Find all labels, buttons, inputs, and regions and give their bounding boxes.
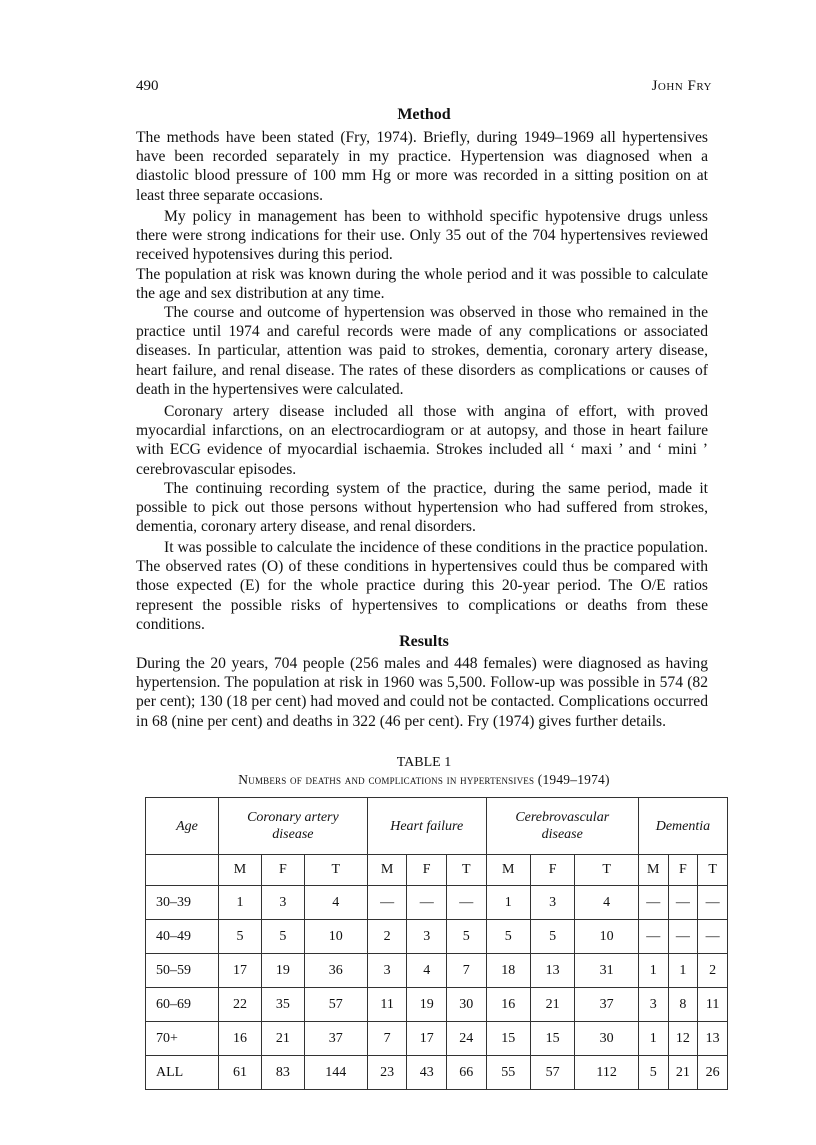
method-paragraph-1: The methods have been stated (Fry, 1974). Briefly, during 1949–1969 all hypertensives have been recorded separately in my practice. Hypertension was diagnosed when a diastolic blood pressure of 100 mm Hg or more was recorded in a sitting position on at least three separate occasions. xyxy=(136,129,708,204)
group-header-line: Coronary artery xyxy=(247,810,339,825)
table-body xyxy=(146,886,728,1090)
table-row xyxy=(146,988,728,1022)
method-paragraph-5: Coronary artery disease included all those with angina of effort, with proved myocardial infarctions, on an electrocardiogram or at autopsy, and those in heart failure with ECG evidence of myocardial ischaemia. Strokes included all ‘ maxi ’ and ‘ mini ’ cerebrovascular episodes. xyxy=(136,403,708,478)
table-cell: 61 xyxy=(219,1056,262,1090)
subheader-m: M xyxy=(367,855,407,886)
method-heading: Method xyxy=(397,106,451,123)
table-cell: 13 xyxy=(530,954,574,988)
age-cell: 70+ xyxy=(146,1022,219,1056)
running-header xyxy=(136,78,712,98)
table-cell: 5 xyxy=(530,920,574,954)
table-cell: 5 xyxy=(486,920,530,954)
results-paragraph: During the 20 years, 704 people (256 males and 448 females) were diagnosed as having hypertension. The population at risk in 1960 was 5,500. Follow-up was possible in 574 (82 per cent); 130 (18 per cent) had moved and could not be contacted. Complications occurred in 68 (nine per cent) and deaths in 322 (46 per cent). Fry (1974) gives further details. xyxy=(136,655,708,730)
table-row xyxy=(146,1056,728,1090)
table-cell: 3 xyxy=(638,988,668,1022)
table-cell: 3 xyxy=(261,886,304,920)
table-cell: 37 xyxy=(575,988,639,1022)
table-cell: 19 xyxy=(407,988,447,1022)
table-subheader-row xyxy=(146,855,728,886)
table-cell: 4 xyxy=(407,954,447,988)
table-cell: 4 xyxy=(304,886,367,920)
table-cell: 15 xyxy=(530,1022,574,1056)
group-header-line: disease xyxy=(272,827,314,842)
table-cell: 3 xyxy=(407,920,447,954)
group-header-line: disease xyxy=(541,827,583,842)
table-cell: 30 xyxy=(446,988,486,1022)
group-header-dementia xyxy=(638,798,727,855)
group-header-heart-failure xyxy=(367,798,486,855)
subheader-m: M xyxy=(486,855,530,886)
subheader-f: F xyxy=(261,855,304,886)
table-cell: 21 xyxy=(261,1022,304,1056)
table-cell: 3 xyxy=(367,954,407,988)
table-cell: 19 xyxy=(261,954,304,988)
table-cell: 8 xyxy=(668,988,698,1022)
table-cell: 35 xyxy=(261,988,304,1022)
table-cell: 1 xyxy=(638,1022,668,1056)
table-cell: 16 xyxy=(486,988,530,1022)
group-header-line: Dementia xyxy=(655,818,711,834)
group-header-line: Cerebrovascular xyxy=(515,810,610,825)
table-cell: 3 xyxy=(530,886,574,920)
group-header-cerebrovascular xyxy=(486,798,638,855)
subheader-m: M xyxy=(638,855,668,886)
table-cell: 83 xyxy=(261,1056,304,1090)
age-cell: ALL xyxy=(146,1056,219,1090)
table-cell: 17 xyxy=(407,1022,447,1056)
table-cell: 37 xyxy=(304,1022,367,1056)
subheader-t: T xyxy=(575,855,639,886)
table-cell: 11 xyxy=(698,988,728,1022)
table-cell: 2 xyxy=(698,954,728,988)
table-cell: 55 xyxy=(486,1056,530,1090)
age-cell: 40–49 xyxy=(146,920,219,954)
method-paragraph-3: The population at risk was known during the whole period and it was possible to calculate the age and sex distribution at any time. xyxy=(136,266,708,303)
table-cell: — xyxy=(698,920,728,954)
subheader-t: T xyxy=(698,855,728,886)
table-cell: 1 xyxy=(668,954,698,988)
table-cell: 5 xyxy=(261,920,304,954)
group-header-coronary xyxy=(219,798,368,855)
table-cell: — xyxy=(668,920,698,954)
subheader-t: T xyxy=(446,855,486,886)
subheader-m: M xyxy=(219,855,262,886)
table-group-header-row xyxy=(146,798,728,855)
table-cell: — xyxy=(638,886,668,920)
age-cell: 50–59 xyxy=(146,954,219,988)
running-author: John Fry xyxy=(651,78,712,94)
table-cell: 24 xyxy=(446,1022,486,1056)
table-cell: 30 xyxy=(575,1022,639,1056)
table-cell: 18 xyxy=(486,954,530,988)
table-cell: 5 xyxy=(638,1056,668,1090)
table-cell: 10 xyxy=(304,920,367,954)
table-cell: 15 xyxy=(486,1022,530,1056)
table-cell: 144 xyxy=(304,1056,367,1090)
table-cell: 26 xyxy=(698,1056,728,1090)
subheader-f: F xyxy=(407,855,447,886)
table-cell: 1 xyxy=(638,954,668,988)
table-cell: — xyxy=(407,886,447,920)
table-row xyxy=(146,954,728,988)
table-cell: 16 xyxy=(219,1022,262,1056)
age-cell: 30–39 xyxy=(146,886,219,920)
table-cell: — xyxy=(668,886,698,920)
table-cell: 57 xyxy=(304,988,367,1022)
age-header: Age xyxy=(146,798,219,855)
table-cell: — xyxy=(367,886,407,920)
table-row xyxy=(146,886,728,920)
age-subheader-empty xyxy=(146,855,219,886)
method-paragraph-4: The course and outcome of hypertension was observed in those who remained in the practice until 1974 and careful records were made of any complications or associated diseases. In particular, attention was paid to strokes, dementia, coronary artery disease, heart failure, and renal disease. The rates of these disorders as complications or causes of death in the hypertensives were calculated. xyxy=(136,304,708,398)
results-heading: Results xyxy=(399,633,449,650)
table-cell: 21 xyxy=(668,1056,698,1090)
method-paragraph-2: My policy in management has been to withhold specific hypotensive drugs unless there were strong indications for their use. Only 35 out of the 704 hypertensives reviewed received hypotensives during this period. xyxy=(136,208,708,264)
method-paragraph-7: It was possible to calculate the incidence of these conditions in the practice population. The observed rates (O) of these conditions in hypertensives could thus be compared with those expected (E) for the whole practice during this 20-year period. The O/E ratios represent the possible risks of hypertensives to complications or deaths from these conditions. xyxy=(136,539,708,633)
table-cell: 11 xyxy=(367,988,407,1022)
method-paragraph-6: The continuing recording system of the practice, during the same period, made it possible to pick out those persons without hypertension who had suffered from strokes, dementia, coronary artery disease, and renal disorders. xyxy=(136,480,708,536)
table-cell: — xyxy=(638,920,668,954)
table-cell: 13 xyxy=(698,1022,728,1056)
table-cell: 5 xyxy=(446,920,486,954)
table-row xyxy=(146,1022,728,1056)
table-cell: 1 xyxy=(219,886,262,920)
table-cell: 17 xyxy=(219,954,262,988)
table-cell: 57 xyxy=(530,1056,574,1090)
table-cell: 7 xyxy=(446,954,486,988)
deaths-complications-table xyxy=(145,797,728,1090)
page-number: 490 xyxy=(136,78,159,94)
table-cell: 12 xyxy=(668,1022,698,1056)
table-cell: 31 xyxy=(575,954,639,988)
subheader-f: F xyxy=(668,855,698,886)
table-cell: 66 xyxy=(446,1056,486,1090)
table-cell: 112 xyxy=(575,1056,639,1090)
table-cell: 5 xyxy=(219,920,262,954)
table-cell: — xyxy=(698,886,728,920)
table-cell: 4 xyxy=(575,886,639,920)
group-header-line: Heart failure xyxy=(390,818,464,834)
table-row xyxy=(146,920,728,954)
table-cell: 22 xyxy=(219,988,262,1022)
table-title: Numbers of deaths and complications in hypertensives (1949–1974) xyxy=(238,772,610,787)
table-cell: — xyxy=(446,886,486,920)
table-cell: 10 xyxy=(575,920,639,954)
table-cell: 23 xyxy=(367,1056,407,1090)
age-cell: 60–69 xyxy=(146,988,219,1022)
subheader-f: F xyxy=(530,855,574,886)
table-cell: 36 xyxy=(304,954,367,988)
table-cell: 21 xyxy=(530,988,574,1022)
table-cell: 2 xyxy=(367,920,407,954)
table-cell: 43 xyxy=(407,1056,447,1090)
table-caption: TABLE 1 xyxy=(396,755,452,770)
table-cell: 7 xyxy=(367,1022,407,1056)
subheader-t: T xyxy=(304,855,367,886)
table-cell: 1 xyxy=(486,886,530,920)
